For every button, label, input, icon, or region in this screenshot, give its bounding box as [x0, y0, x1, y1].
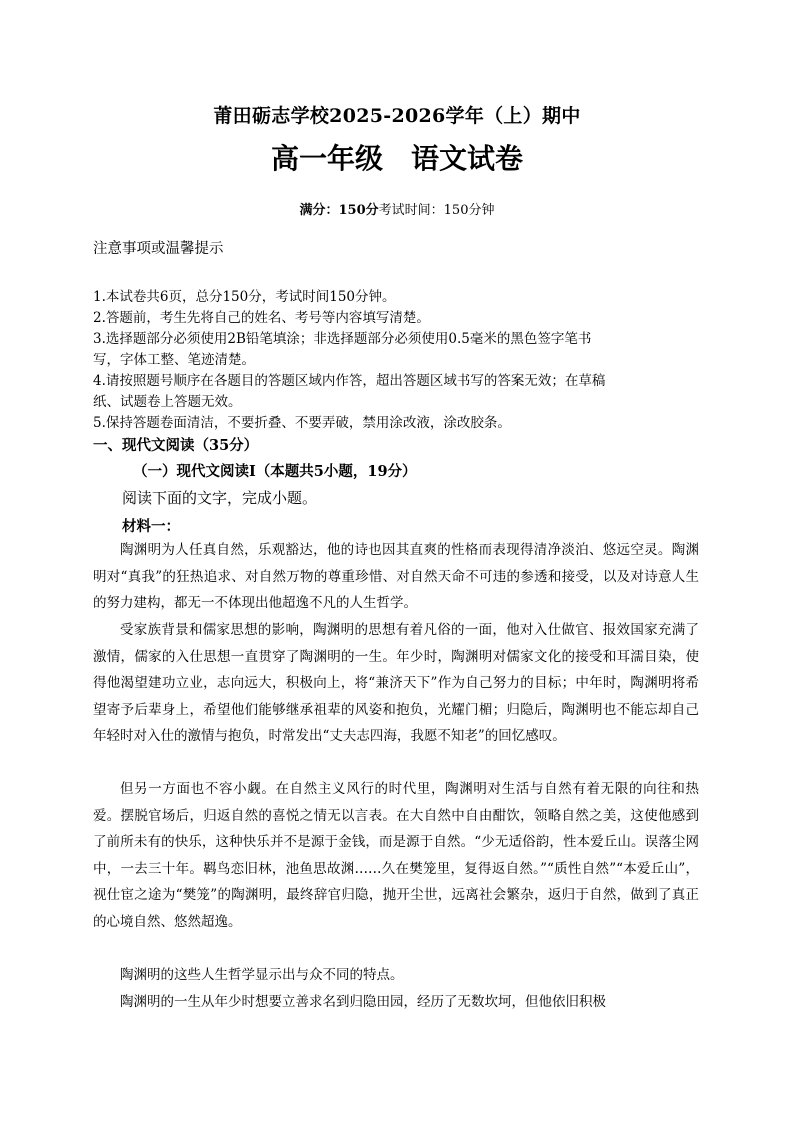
- passage-paragraph: 陶渊明为人任真自然，乐观豁达，他的诗也因其直爽的性格而表现得清净淡泊、悠远空灵。陶渊明对“真我”的狂热追求、对自然万物的尊重珍惜、对自然天命不可违的参透和接受，以及对诗意人生的努力建构，都无一不体现出他超逸不凡的人生哲学。: [93, 542, 699, 611]
- passage-paragraph: 陶渊明的一生从年少时想要立善求名到归隐田园，经历了无数坎坷，但他依旧积极: [120, 994, 606, 1010]
- reading-instruction: 阅读下面的文字，完成小题。: [122, 489, 318, 507]
- notice-item: 3.选择题部分必须使用2B铅笔填涂；非选择题部分必须使用0.5毫米的黑色签字笔书: [93, 331, 592, 347]
- passage-paragraph: 受家族背景和儒家思想的影响，陶渊明的思想有着凡俗的一面，他对入仕做官、报效国家充满了激情，儒家的入仕思想一直贯穿了陶渊明的一生。年少时，陶渊明对儒家文化的接受和耳濡目染，使得他渴望建功立业，志向远大，积极向上，将“兼济天下”作为自己努力的目标；中年时，陶渊明将希望寄予后辈身上，希望他们能够继承祖辈的风姿和抱负，光耀门楣；归隐后，陶渊明也不能忘却自己年轻时对入仕的激情与抱负，时常发出“丈夫志四海，我愿不知老”的回忆感叹。: [93, 622, 699, 744]
- notice-heading: 注意事项或温馨提示: [93, 241, 224, 257]
- passage-paragraph: 但另一方面也不容小觑。在自然主义风行的时代里，陶渊明对生活与自然有着无限的向往和热爱。摆脱官场后，归返自然的喜悦之情无以言表。在大自然中自由酣饮，领略自然之美，这使他感到了前所未有的快乐，这种快乐并不是源于金钱，而是源于自然。“少无适俗韵，性本爱丘山。误落尘网中，一去三十年。羁鸟恋旧林，池鱼思故渊……久在樊笼里，复得返自然。”“质性自然”“本爱丘山”，视仕宦之途为“樊笼”的陶渊明，最终辞官归隐，抛开尘世，远离社会繁杂，返归于自然，做到了真正的心境自然、悠然超逸。: [93, 781, 699, 930]
- school-exam-title: 莆田砺志学校2025-2026学年（上）期中: [213, 105, 581, 127]
- notice-item: 纸、试题卷上答题无效。: [93, 394, 242, 410]
- grade-subject-title: [0, 137, 794, 177]
- notice-item: 1.本试卷共6页，总分150分，考试时间150分钟。: [93, 289, 396, 305]
- passage-paragraph: 陶渊明的这些人生哲学显示出与众不同的特点。: [120, 967, 404, 983]
- subsection-heading: （一）现代文阅读Ⅰ（本题共5小题，19分）: [133, 463, 417, 480]
- section-heading: 一、现代文阅读（35分）: [93, 437, 259, 454]
- full-score-value: 150分: [338, 203, 379, 218]
- subject-label: 语文试卷: [411, 142, 524, 175]
- material-label: 材料一：: [122, 518, 180, 535]
- notice-item: 5.保持答题卷面清洁，不要折叠、不要弄破，禁用涂改液，涂改胶条。: [93, 415, 511, 431]
- notice-item: 4.请按照题号顺序在各题目的答题区域内作答，超出答题区域书写的答案无效；在草稿: [93, 373, 606, 389]
- full-score-label: 满分：: [299, 203, 339, 218]
- grade-label: 高一年级: [270, 142, 383, 175]
- notice-item: 写，字体工整、笔迹清楚。: [93, 352, 255, 368]
- exam-time: 考试时间：150分钟: [378, 203, 495, 218]
- notice-item: 2.答题前，考生先将自己的姓名、考号等内容填写清楚。: [93, 310, 430, 326]
- score-time-line: [0, 199, 794, 218]
